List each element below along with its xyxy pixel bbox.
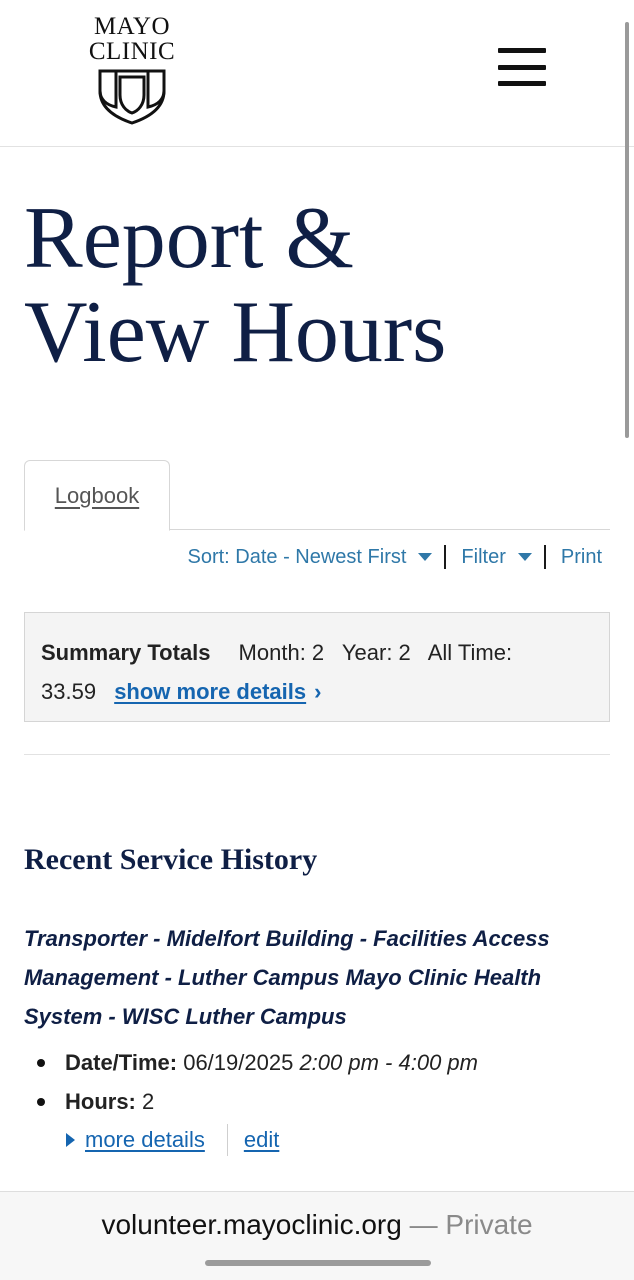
filter-label: Filter [461, 545, 506, 568]
date-value: 06/19/2025 [183, 1050, 294, 1075]
summary-totals-box [24, 612, 610, 722]
logo-text-line2: CLINIC [88, 38, 176, 65]
action-separator [227, 1124, 228, 1156]
tab-logbook[interactable] [24, 460, 170, 531]
print-label: Print [560, 545, 602, 568]
page-title-line2: View Hours [24, 284, 447, 381]
mayo-clinic-logo[interactable] [74, 14, 190, 125]
date-time-label: Date/Time: [65, 1050, 178, 1075]
url-display[interactable] [0, 1209, 634, 1241]
more-details-link[interactable]: more details [85, 1127, 205, 1152]
toolbar-separator [544, 545, 546, 569]
url-text: volunteer.mayoclinic.org [101, 1209, 402, 1240]
print-link[interactable] [561, 546, 602, 569]
hours-value: 2 [142, 1089, 155, 1114]
entry-actions [66, 1122, 279, 1158]
chevron-right-icon[interactable]: › [314, 679, 322, 704]
caret-down-icon [518, 553, 532, 561]
sort-dropdown[interactable] [187, 546, 432, 569]
page-title [24, 192, 614, 380]
hamburger-menu-icon[interactable] [496, 46, 548, 88]
service-entry-details [36, 1043, 616, 1121]
edit-link[interactable]: edit [243, 1127, 280, 1152]
tab-logbook-label: Logbook [54, 482, 140, 508]
hours-label: Hours: [65, 1089, 136, 1114]
site-header [0, 0, 634, 147]
filter-dropdown[interactable] [461, 546, 531, 569]
service-assignment-name: Transporter - Midelfort Building - Facilities Access Management - Luther Campus Mayo Clinic Health System - WISC Luther Campus [24, 926, 550, 1029]
shield-logo-icon [96, 67, 168, 125]
menu-bar [498, 65, 546, 70]
home-indicator[interactable] [205, 1260, 431, 1266]
menu-bar [498, 48, 546, 53]
show-more-details-link[interactable]: show more details [114, 679, 307, 704]
caret-down-icon [418, 553, 432, 561]
summary-all-time-label: All Time: [427, 640, 513, 665]
section-divider [24, 754, 610, 755]
logbook-toolbar [187, 543, 602, 571]
toolbar-separator [444, 545, 446, 569]
recent-service-history-heading: Recent Service History [24, 843, 318, 876]
page-title-line1: Report & [24, 190, 354, 287]
logo-text-line1: MAYO [93, 13, 171, 40]
summary-label: Summary Totals [41, 640, 211, 665]
summary-year: Year: 2 [341, 640, 411, 665]
menu-bar [498, 81, 546, 86]
page-scrollbar[interactable] [625, 22, 629, 438]
private-mode-label: — Private [409, 1209, 533, 1240]
caret-right-icon[interactable] [66, 1133, 75, 1147]
list-item [36, 1082, 616, 1121]
time-value: 2:00 pm - 4:00 pm [299, 1050, 478, 1075]
summary-month: Month: 2 [238, 640, 325, 665]
browser-address-bar[interactable] [0, 1191, 634, 1280]
list-item [36, 1043, 616, 1082]
sort-label: Sort: Date - Newest First [187, 545, 407, 568]
summary-all-time-value: 33.59 [41, 679, 97, 704]
